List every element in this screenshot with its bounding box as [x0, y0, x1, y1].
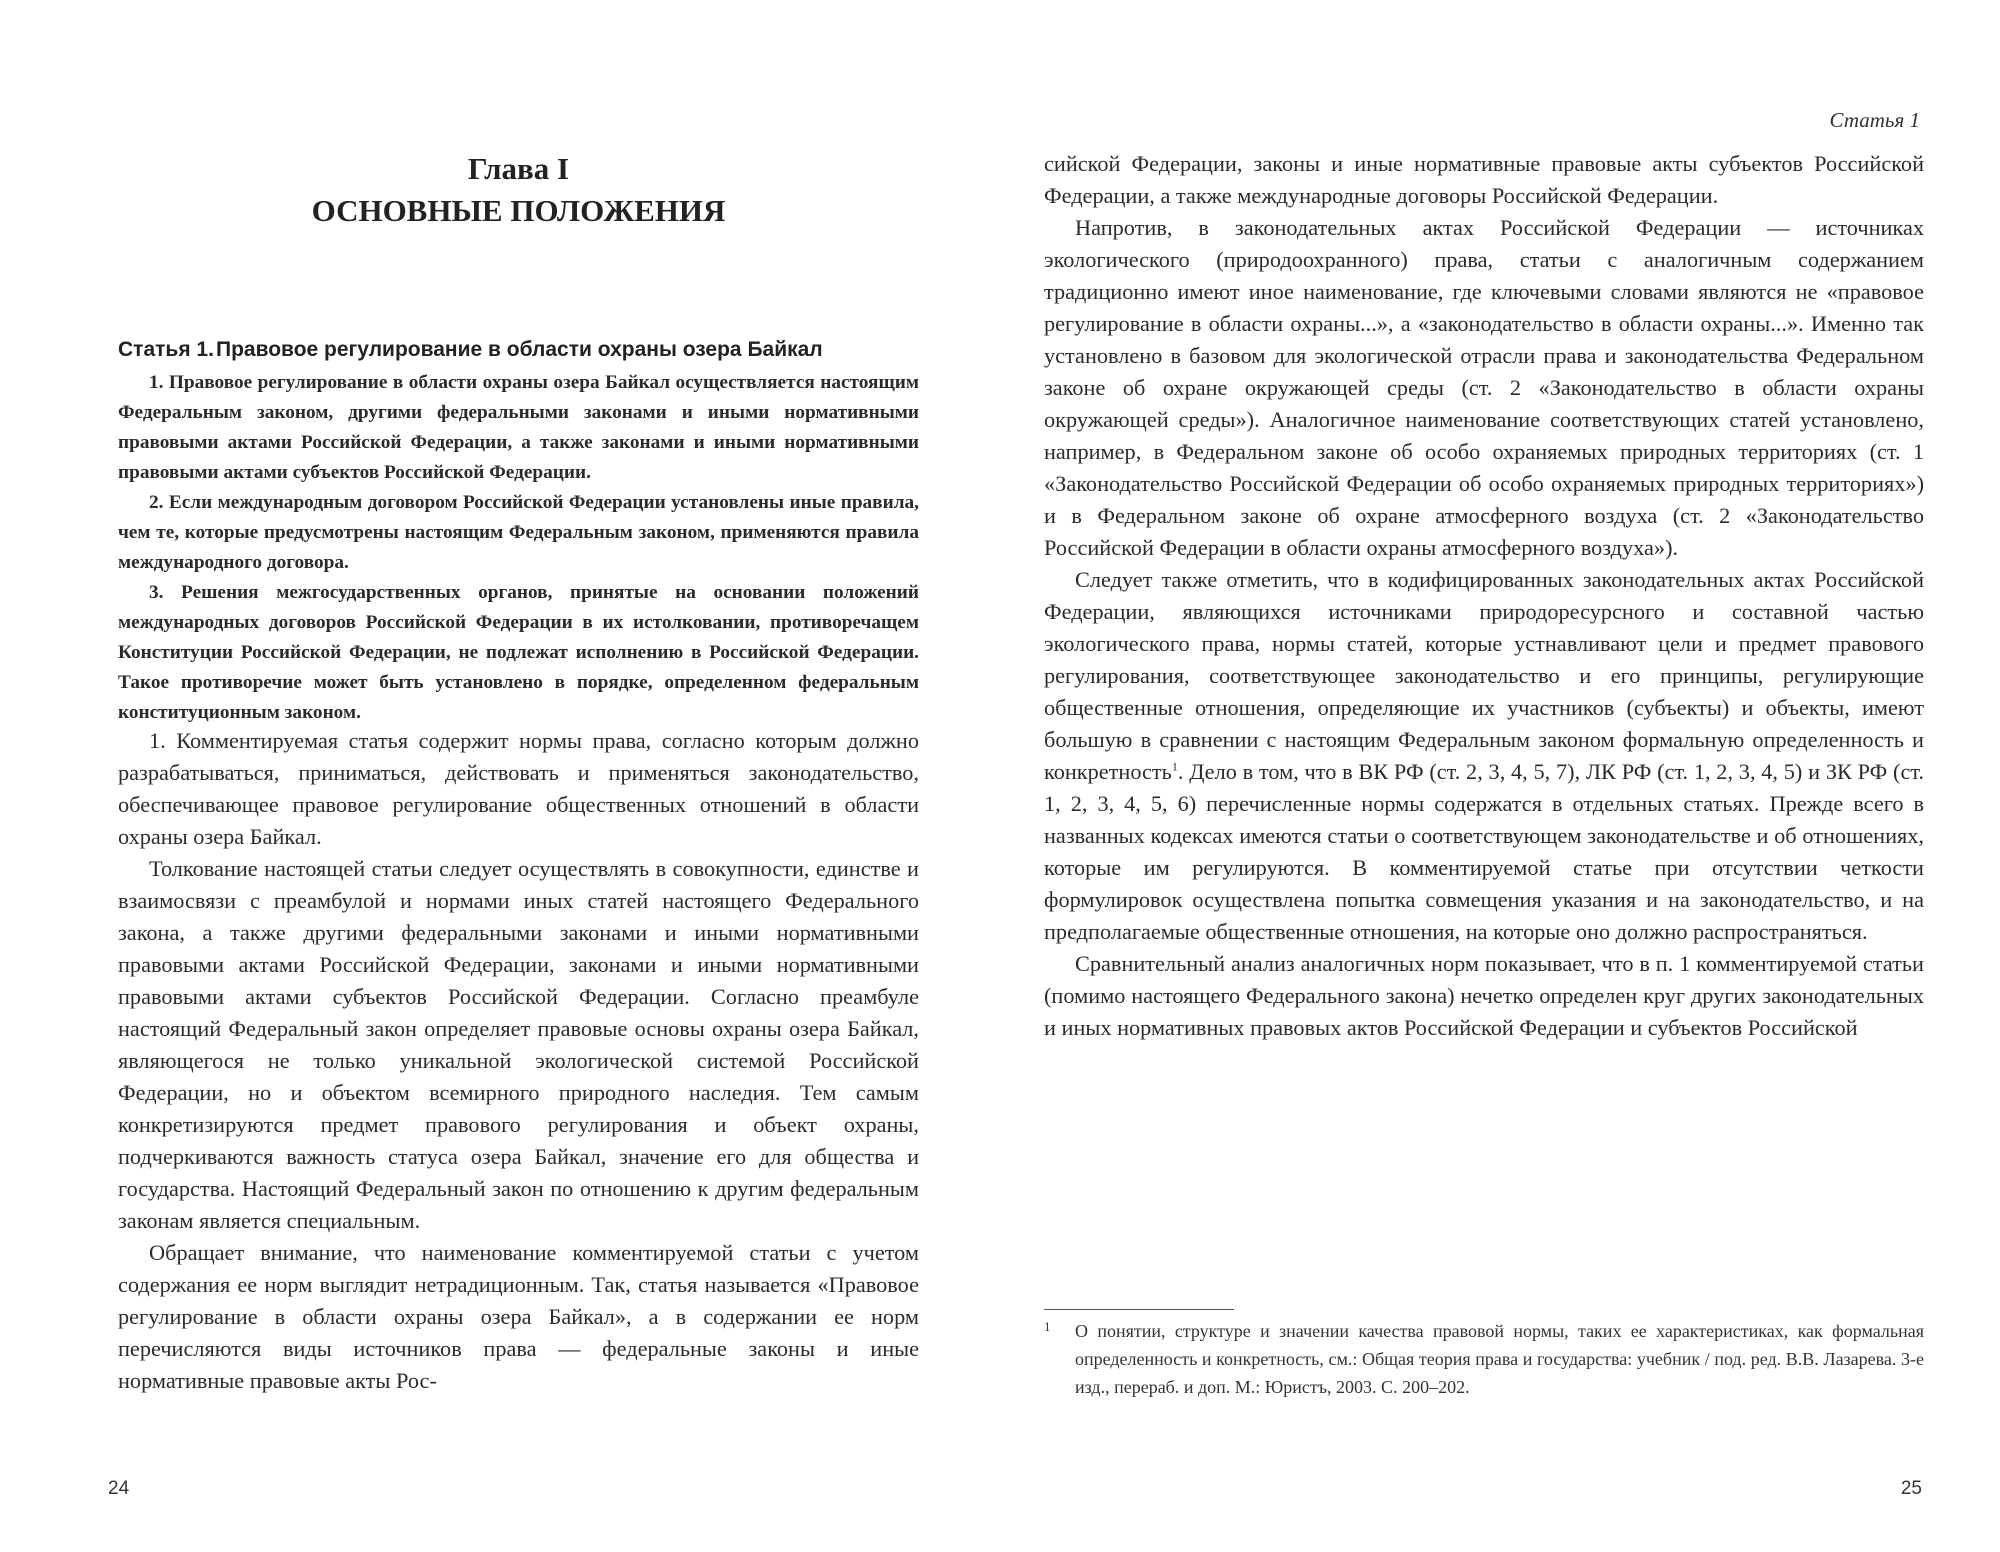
- chapter-heading: [118, 148, 919, 232]
- footnote-mark: 1: [1044, 1319, 1051, 1334]
- footnote-reference[interactable]: 1: [1171, 759, 1178, 774]
- footnote-divider: [1044, 1309, 1234, 1310]
- right-paragraph-3-text: Следует также отметить, что в кодифицированных законодательных актах Российской Федерации, являющихся источниками природоресурсного и составной частью экологического права, нормы статей, которые устнавливают цели и предмет правового регулирования, соответствующее законодательство и его принципы, регулирующие общественные отношения, определяющие их участников (субъекты) и объекты, имеют большую в сравнении с настоящим Федеральным законом формальную определенность и конкретность: [1044, 567, 1924, 784]
- law-paragraph-2: 2. Если международным договором Российской Федерации установлены иные правила, чем те, которые предусмотрены настоящим Федеральным законом, применяются правила международного договора.: [118, 492, 919, 573]
- law-text: [118, 368, 919, 728]
- right-paragraph-4: Сравнительный анализ аналогичных норм показывает, что в п. 1 комментируемой статьи (помимо настоящего Федерального закона) нечетко определен круг других законодательных и иных нормативных правовых актов Российской Федерации и субъектов Российской: [1044, 951, 1924, 1040]
- law-paragraph-1: 1. Правовое регулирование в области охраны озера Байкал осуществляется настоящим Федеральным законом, другими федеральными законами и иными нормативными правовыми актами Российской Федерации, а также законами и иными нормативными правовыми актами субъектов Российской Федерации.: [118, 372, 919, 483]
- right-paragraph-3: Следует также отметить, что в кодифицированных законодательных актах Российской Федерации, являющихся источниками природоресурсного и составной частью экологического права, нормы статей, которые устнавливают цели и предмет правового регулирования, соответствующее законодательство и его принципы, регулирующие общественные отношения, определяющие их участников (субъекты) и объекты, имеют большую в сравнении с настоящим Федеральным законом формальную определенность и конкретность$^1$. Дело в том, что в ВК РФ (ст. 2, 3, 4, 5, 7), ЛК РФ (ст. 1, 2, 3, 4, 5) и ЗК РФ (ст. 1, 2, 3, 4, 5, 6) перечисленные нормы содержатся в отдельных статьях. Прежде всего в названных кодексах имеются статьи о соответствующем законодательстве и об отношениях, которые им регулируются. В комментируемой статье при отсутствии четкости формулировок осуществлена попытка совмещения указания и на законодательство, и на предполагаемые общественные отношения, на которые оно должно распространяться.: [1044, 567, 1924, 944]
- commentary-text: [118, 725, 919, 1397]
- chapter-title: Глава I: [467, 151, 570, 186]
- running-header: Статья 1: [1829, 108, 1920, 132]
- right-body-text: [1044, 148, 1924, 1044]
- right-paragraph-2: Напротив, в законодательных актах Российской Федерации — источниках экологического (природоохранного) права, статьи с аналогичным содержанием традиционно имеют иное наименование, где ключевыми словами являются не «правовое регулирование в области охраны...», а «законодательство в области охраны...». Именно так установлено в базовом для экологической отрасли права и законодательства Федеральном законе об охране окружающей среды (ст. 2 «Законодательство в области охраны окружающей среды»). Аналогичное наименование соответствующих статей установлено, например, в Федеральном законе об особо охраняемых природных территориях (ст. 1 «Законодательство Российской Федерации об особо охраняемых природных территориях») и в Федеральном законе об охране атмосферного воздуха (ст. 2 «Законодательство Российской Федерации в области охраны атмосферного воздуха»).: [1044, 215, 1924, 560]
- right-paragraph-3-cont: Дело в том, что в ВК РФ (ст. 2, 3, 4, 5, 7), ЛК РФ (ст. 1, 2, 3, 4, 5) и ЗК РФ (ст. 1, 2, 3, 4, 5, 6) перечисленные нормы содержатся в отдельных статьях. Прежде всего в названных кодексах имеются статьи о соответствующем законодательстве и об отношениях, которые им регулируются. В комментируемой статье при отсутствии четкости формулировок осуществлена попытка совмещения указания и на законодательство, и на предполагаемые общественные отношения, на которые оно должно распространяться.: [1044, 759, 1924, 944]
- commentary-paragraph-2: Толкование настоящей статьи следует осуществлять в совокупности, единстве и взаимосвязи с преамбулой и нормами иных статей настоящего Федерального закона, а также другими федеральными законами и иными нормативными правовыми актами Российской Федерации, законами и иными нормативными правовыми актами субъектов Российской Федерации. Согласно преамбуле настоящий Федеральный закон определяет правовые основы охраны озера Байкал, являющегося не только уникальной экологической системой Российской Федерации, но и объектом всемирного природного наследия. Тем самым конкретизируются предмет правового регулирования и объект охраны, подчеркиваются важность статуса озера Байкал, значение его для общества и государства. Настоящий Федеральный закон по отношению к другим федеральным законам является специальным.: [118, 856, 919, 1233]
- chapter-subtitle: ОСНОВНЫЕ ПОЛОЖЕНИЯ: [311, 193, 726, 228]
- footnote: [1044, 1317, 1924, 1401]
- commentary-paragraph-1: 1. Комментируемая статья содержит нормы права, согласно которым должно разрабатываться, приниматься, действовать и применяться законодательство, обеспечивающее правовое регулирование общественных отношений в области охраны озера Байкал.: [118, 728, 919, 849]
- right-page: [1000, 0, 2000, 1552]
- page-number-left: 24: [108, 1478, 130, 1499]
- article-title: Правовое регулирование в области охраны озера Байкал: [216, 338, 823, 361]
- law-paragraph-3: 3. Решения межгосударственных органов, принятые на основании положений международных договоров Российской Федерации в их истолковании, противоречащем Конституции Российской Федерации, не подлежат исполнению в Российской Федерации. Такое противоречие может быть установлено в порядке, определенном федеральным конституционным законом.: [118, 582, 919, 723]
- footnote-text: О понятии, структуре и значении качества правовой нормы, таких ее характеристиках, как формальная определенность и конкретность, см.: Общая теория права и государства: учебник / под. ред. В.В. Лазарева. 3-е изд., перераб. и доп. М.: Юристъ, 2003. С. 200–202.: [1075, 1321, 1924, 1397]
- article-number: Статья 1.: [118, 338, 214, 361]
- right-paragraph-1: сийской Федерации, законы и иные нормативные правовые акты субъектов Российской Федерации, а также международные договоры Российской Федерации.: [1044, 151, 1924, 208]
- page-number-right: 25: [1900, 1478, 1922, 1499]
- article-heading: [118, 335, 919, 365]
- commentary-paragraph-3: Обращает внимание, что наименование комментируемой статьи с учетом содержания ее норм выглядит нетрадиционным. Так, статья называется «Правовое регулирование в области охраны озера Байкал», а в содержании ее норм перечисляются виды источников права — федеральные законы и иные нормативные правовые акты Рос-: [118, 1240, 919, 1393]
